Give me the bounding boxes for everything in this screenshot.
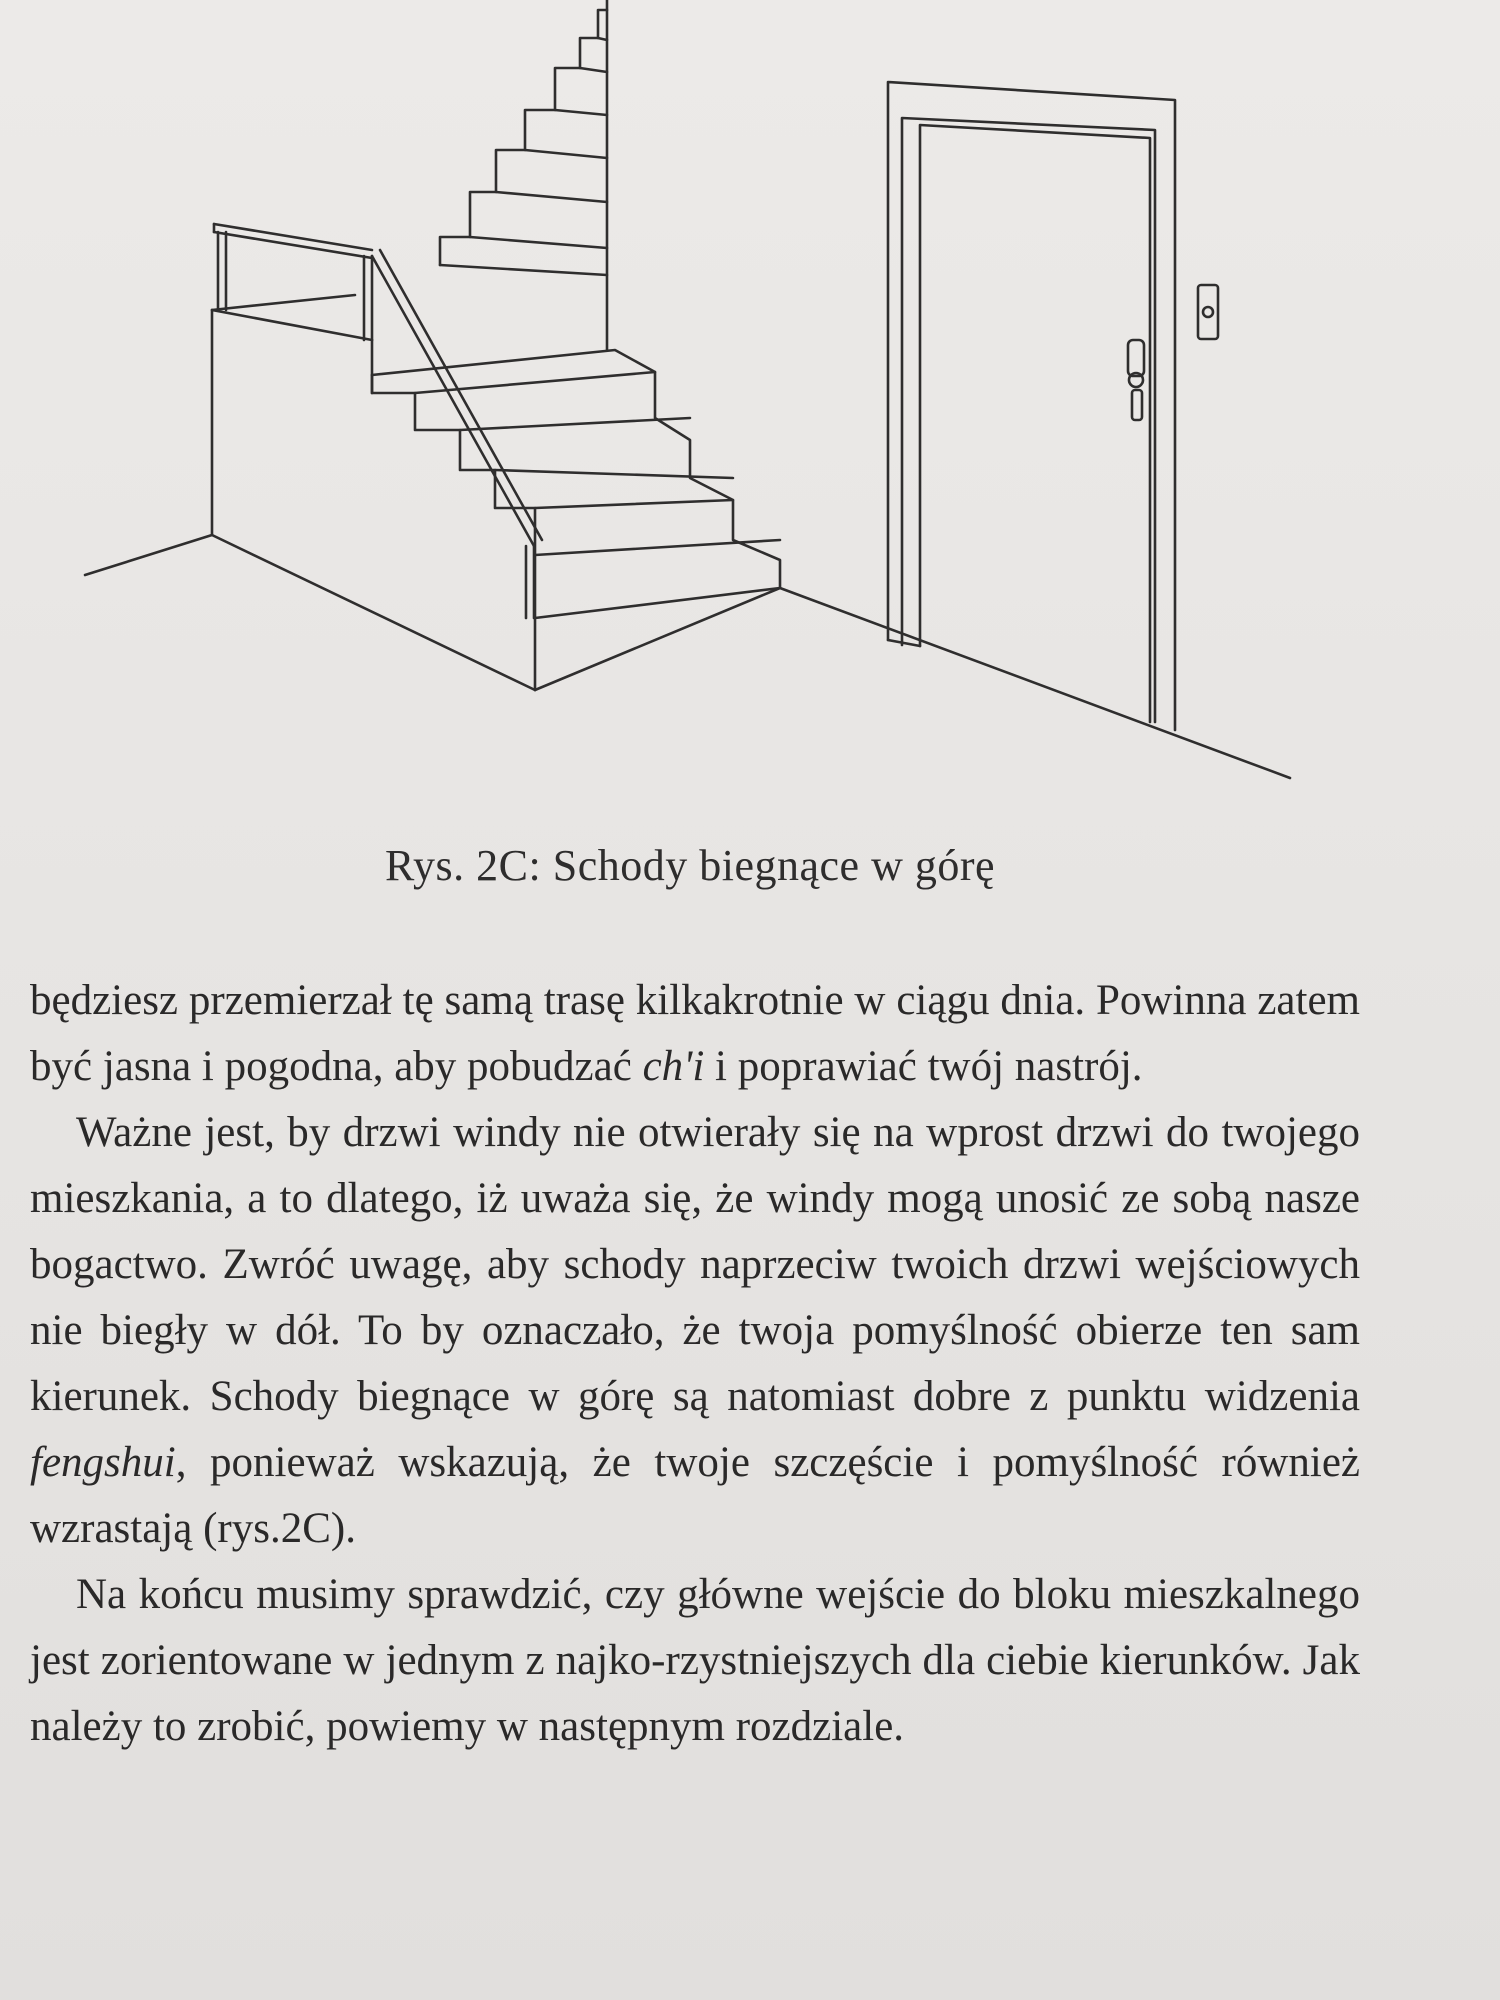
staircase-figure [0,0,1500,800]
paragraph-1-part-2: i poprawiać twój nastrój. [704,1043,1143,1090]
paragraph-2-part-2: , ponieważ wskazują, że twoje szczęście i pomyślność również wzrastają (rys.2C). [30,1439,1360,1552]
paragraph-3 [30,1562,1360,1760]
figure-caption: Rys. 2C: Schody biegnące w górę [384,841,996,890]
paragraph-2-term: fengshui [30,1439,176,1486]
paragraph-2-part-1: Ważne jest, by drzwi windy nie otwierały się na wprost drzwi do twojego mieszkania, a to dlatego, iż uważa się, że windy mogą unosić ze sobą nasze bogactwo. Zwróć uwagę, aby schody naprzeciw twoich drzwi wejściowych nie biegły w dół. To by oznaczało, że twoja pomyślność obierze ten sam kierunek. Schody biegnące w górę są natomiast dobre z punktu widzenia [30,1109,1360,1420]
body-text [30,968,1360,1760]
paragraph-3-part-1: Na końcu musimy sprawdzić, czy główne wejście do bloku mieszkalnego jest zorientowane w jednym z najko-rzystniejszych dla ciebie kierunków. Jak należy to zrobić, powiemy w następnym rozdziale. [30,1571,1360,1750]
staircase-and-door-drawing-icon [0,0,1500,800]
paragraph-1-part-1: będziesz przemierzał tę samą trasę kilkakrotnie w ciągu dnia. Powinna zatem być jasna i pogodna, aby pobudzać [30,977,1360,1090]
paragraph-1-term: ch'i [642,1043,705,1090]
paragraph-2 [30,1100,1360,1562]
paragraph-1 [30,968,1360,1100]
